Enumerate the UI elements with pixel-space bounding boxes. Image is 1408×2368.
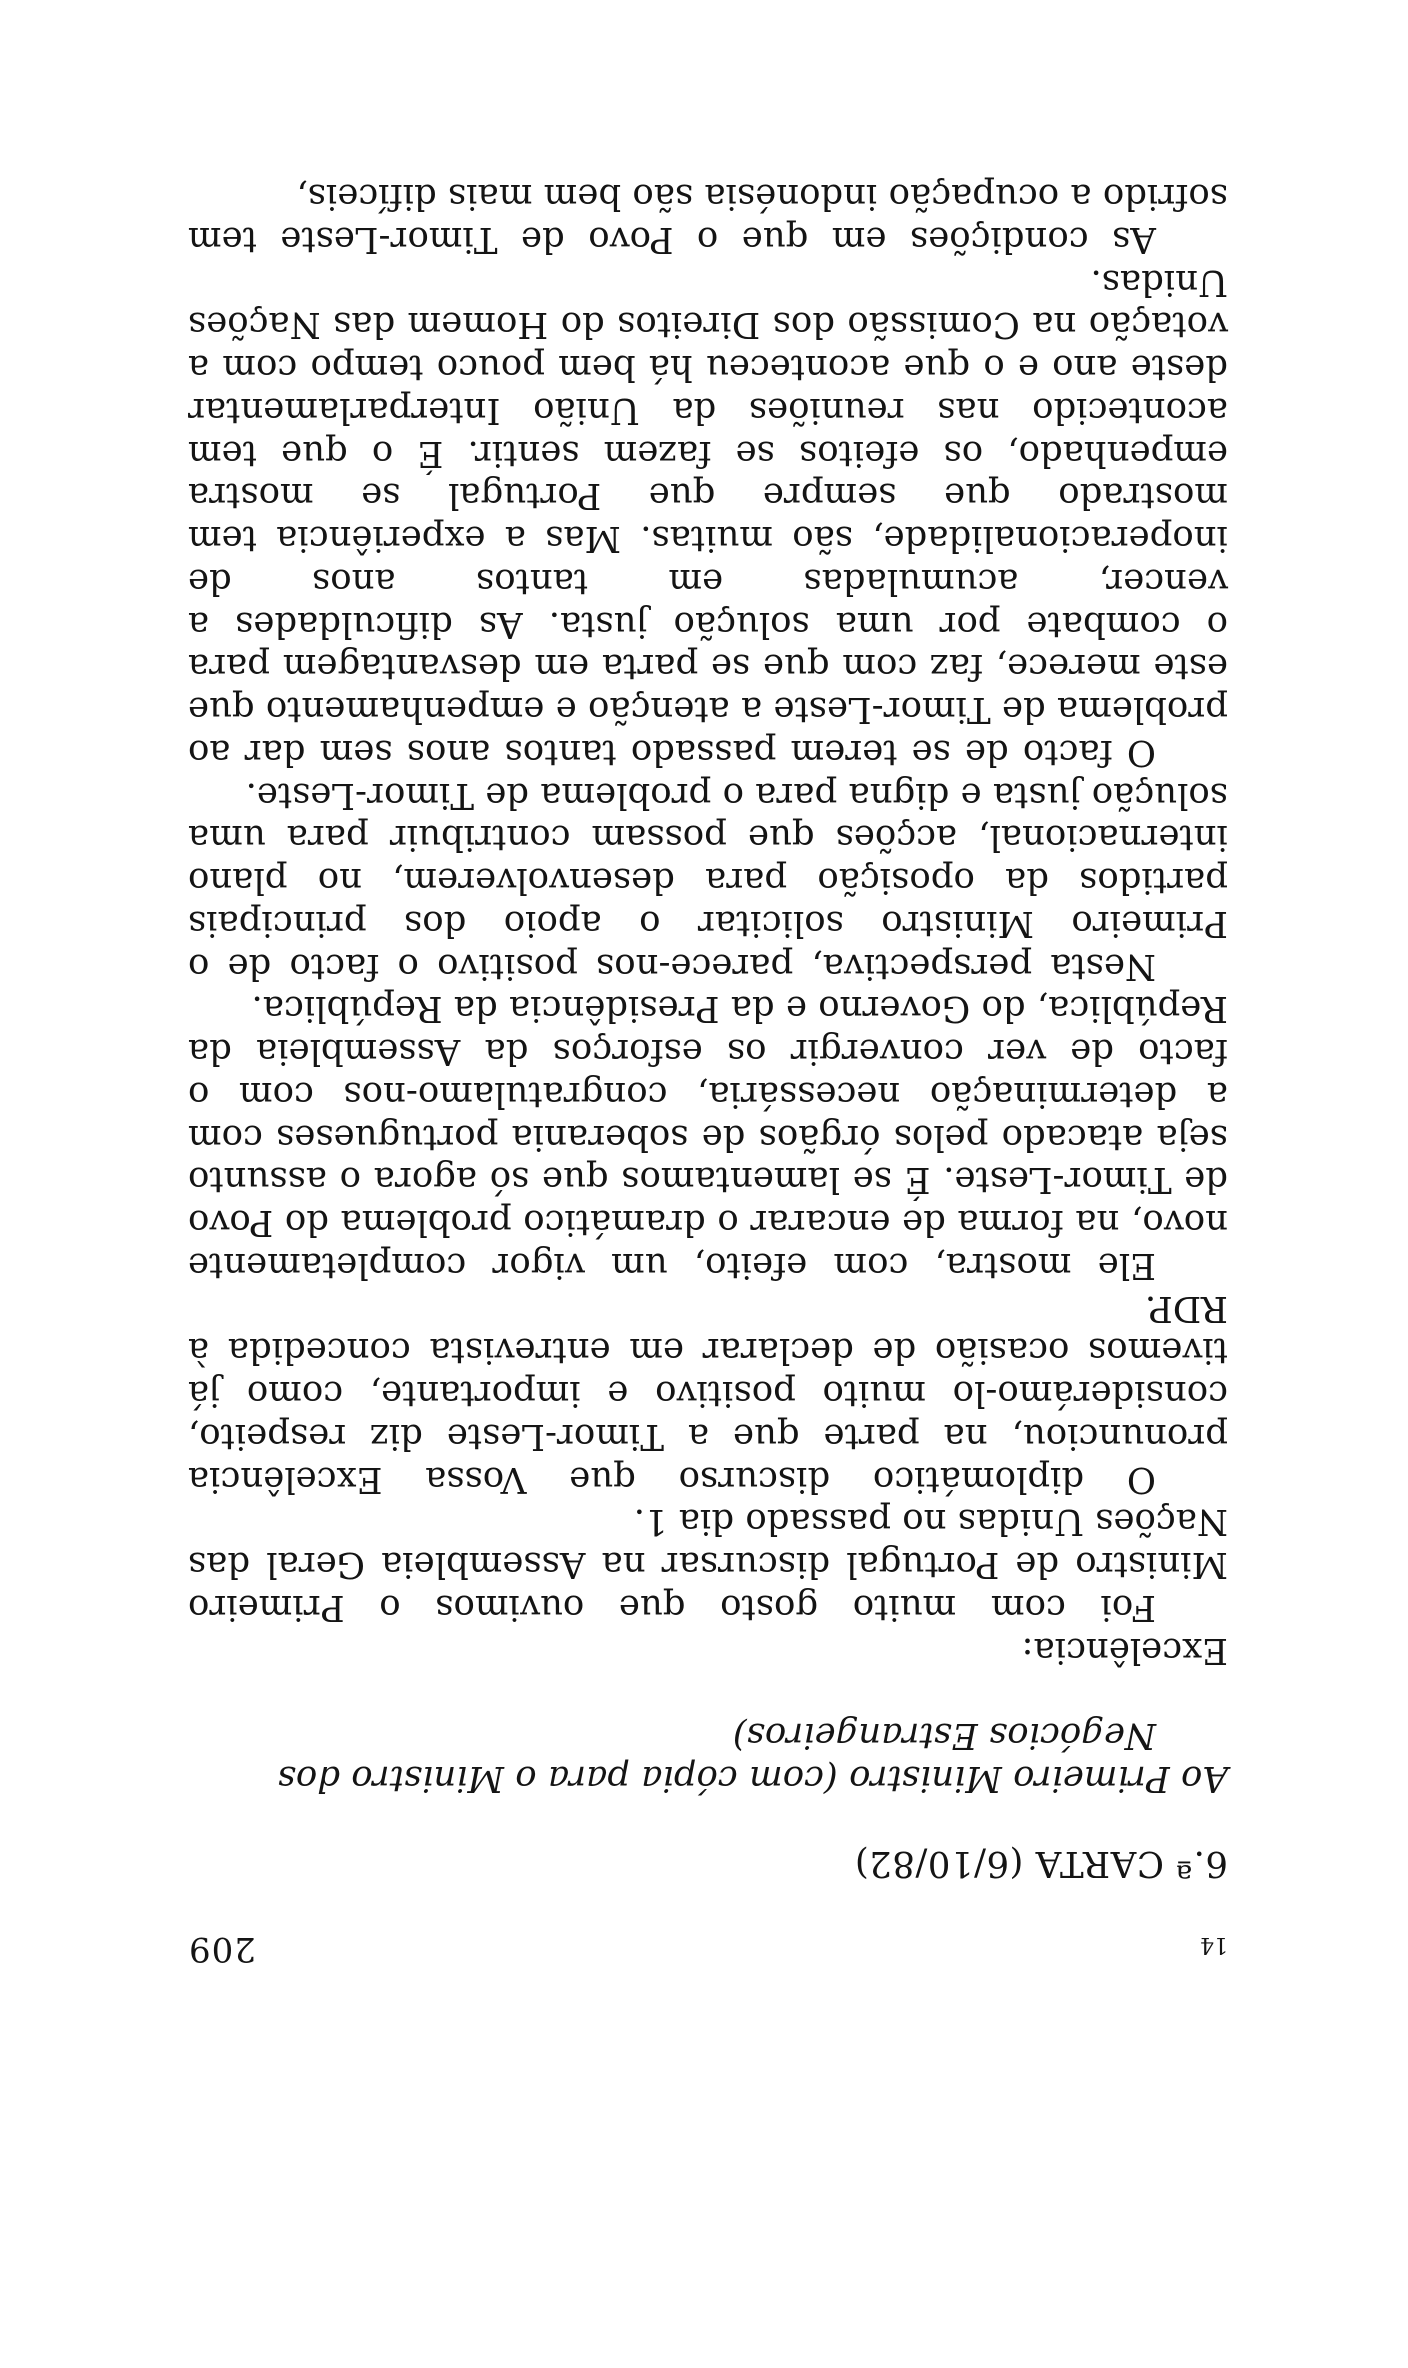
page-content bbox=[188, 175, 1228, 1971]
salutation: Excelência: bbox=[1021, 1629, 1228, 1671]
signature-mark: 14 bbox=[1200, 1932, 1228, 1957]
header-spacer bbox=[188, 1885, 1228, 1928]
paragraph-3: Ele mostra, com efeito, um vigor completamente novo, na forma de encarar o dramático problema do Povo de Timor-Leste. É se lamentamos que só agora o assunto seja atacado pelos órgãos de soberania portugueses com a determinação necessária, congratulamo-nos com o facto de ver convergir os esforços da Assembleia da República, do Governo e da Presidência da República. bbox=[188, 988, 1228, 1286]
title-spacer bbox=[188, 1799, 1228, 1842]
paragraph-5: O facto de se terem passado tantos anos sem dar ao problema de Timor-Leste a atenção e empenhamento que este merece, faz com que se parta em desvantagem para o combate por uma solução justa. As dificuldades a vencer, acumuladas em tantos anos de inoperacionalidade, são muitas. Mas a experiência tem mostrado que sempre que Portugal se mostra empenhado, os efeitos se fazem sentir. É o que tem acontecido nas reuniões da União Interparlamentar deste ano e o que aconteceu há bem pouco tempo com a votação na Comissão dos Direitos do Homem das Nações Unidas. bbox=[188, 261, 1228, 773]
recipient-line-1: Ao Primeiro Ministro (com cópia para o Ministro dos bbox=[277, 1758, 1228, 1799]
recipient-spacer bbox=[188, 1671, 1228, 1714]
paragraph-6: As condições em que o Povo de Timor-Leste tem sofrido a ocupação indonésia são bem mais difíceis, bbox=[188, 176, 1228, 260]
recipient-line-2: Negócios Estrangeiros) bbox=[732, 1715, 1156, 1757]
letter-recipient bbox=[188, 1714, 1228, 1800]
page-header bbox=[188, 1927, 1228, 1970]
paragraph-4: Nesta perspectiva, parece-nos positivo o facto de o Primeiro Ministro solicitar o apoio dos principais partidos da oposição para desenvolverem, no plano internacional, acções que possam contribuir para uma solução justa e digna para o problema de Timor-Leste. bbox=[188, 774, 1228, 987]
page-number: 209 bbox=[188, 1929, 256, 1969]
paragraph-2: O diplomático discurso que Vossa Excelência pronunciou, na parte que a Timor-Leste diz respeito, considerámo-lo muito positivo e importante, como já tivemos ocasião de declarar em entrevista concedida à RDP. bbox=[188, 1287, 1228, 1500]
paragraph-1: Foi com muito gosto que ouvimos o Primeiro Ministro de Portugal discursar na Assembleia Geral das Nações Unidas no passado dia 1. bbox=[188, 1501, 1228, 1628]
letter-title: 6.ª CARTA (6/10/82) bbox=[854, 1843, 1228, 1885]
